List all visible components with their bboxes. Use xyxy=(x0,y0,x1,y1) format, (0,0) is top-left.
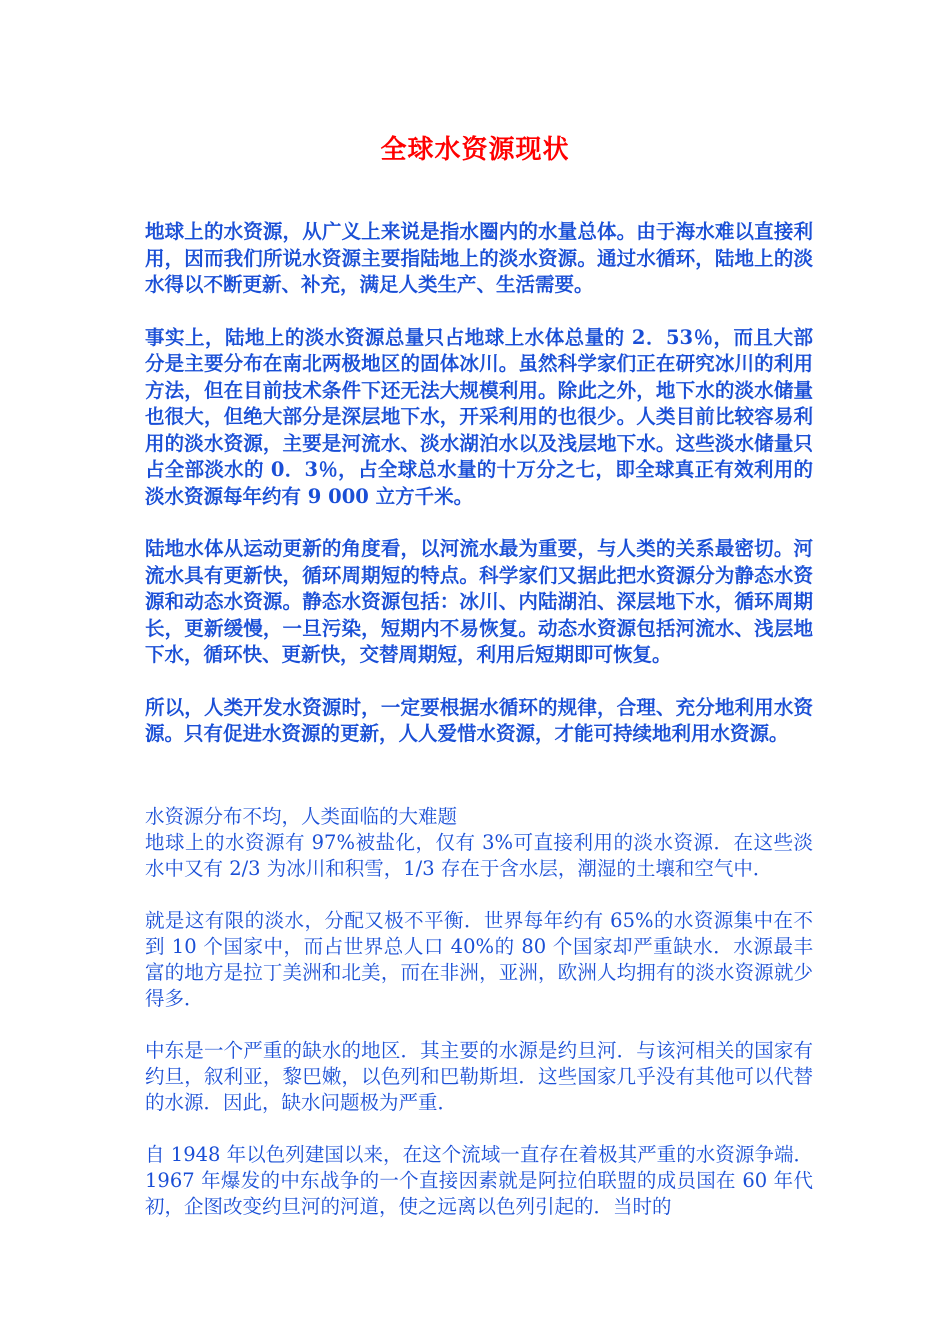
paragraph: 自 1948 年以色列建国以来，在这个流域一直存在着极其严重的水资源争端．1967 年爆发的中东战争的一个直接因素就是阿拉伯联盟的成员国在 60 年代初，企图改变约旦河的河道，使之远离以色列引起的．当时的 xyxy=(145,1143,813,1218)
section-intro xyxy=(145,219,813,774)
section-heading: 水资源分布不均，人类面临的大难题 xyxy=(145,805,458,828)
paragraph: 就是这有限的淡水，分配又极不平衡．世界每年约有 65%的水资源集中在不到 10 个国家中，而占世界总人口 40%的 80 个国家却严重缺水．水源最丰富的地方是拉丁美洲和北美，而在非洲，亚洲，欧洲人均拥有的淡水资源就少得多． xyxy=(145,909,813,1010)
paragraph: 所以，人类开发水资源时，一定要根据水循环的规律，合理、充分地利用水资源。只有促进水资源的更新，人人爱惜水资源，才能可持续地利用水资源。 xyxy=(145,695,813,745)
page-title: 全球水资源现状 xyxy=(380,135,570,165)
paragraph: 地球上的水资源有 97%被盐化，仅有 3%可直接利用的淡水资源．在这些淡水中又有 2/3 为冰川和积雪，1/3 存在于含水层，潮湿的土壤和空气中． xyxy=(145,831,813,880)
paragraph: 事实上，陆地上的淡水资源总量只占地球上水体总量的 2．53％，而且大部分是主要分布在南北两极地区的固体冰川。虽然科学家们正在研究冰川的利用方法，但在目前技术条件下还无法大规模利用。除此之外，地下水的淡水储量也很大，但绝大部分是深层地下水，开采利用的也很少。人类目前比较容易利用的淡水资源，主要是河流水、淡水湖泊水以及浅层地下水。这些淡水储量只占全部淡水的 0．3％，占全球总水量的十万分之七，即全球真正有效利用的淡水资源每年约有 9 000 立方千米。 xyxy=(145,325,813,508)
paragraph: 陆地水体从运动更新的角度看，以河流水最为重要，与人类的关系最密切。河流水具有更新快，循环周期短的特点。科学家们又据此把水资源分为静态水资源和动态水资源。静态水资源包括：冰川、内陆湖泊、深层地下水，循环周期长，更新缓慢，一旦污染，短期内不易恢复。动态水资源包括河流水、浅层地下水，循环快、更新快，交替周期短，利用后短期即可恢复。 xyxy=(145,537,813,666)
paragraph: 中东是一个严重的缺水的地区．其主要的水源是约旦河．与该河相关的国家有约旦，叙利亚，黎巴嫩，以色列和巴勒斯坦．这些国家几乎没有其他可以代替的水源．因此，缺水问题极为严重． xyxy=(145,1039,813,1114)
paragraph: 地球上的水资源，从广义上来说是指水圈内的水量总体。由于海水难以直接利用，因而我们所说水资源主要指陆地上的淡水资源。通过水循环，陆地上的淡水得以不断更新、补充，满足人类生产、生活需要。 xyxy=(145,220,813,296)
section-distribution xyxy=(145,804,813,1246)
